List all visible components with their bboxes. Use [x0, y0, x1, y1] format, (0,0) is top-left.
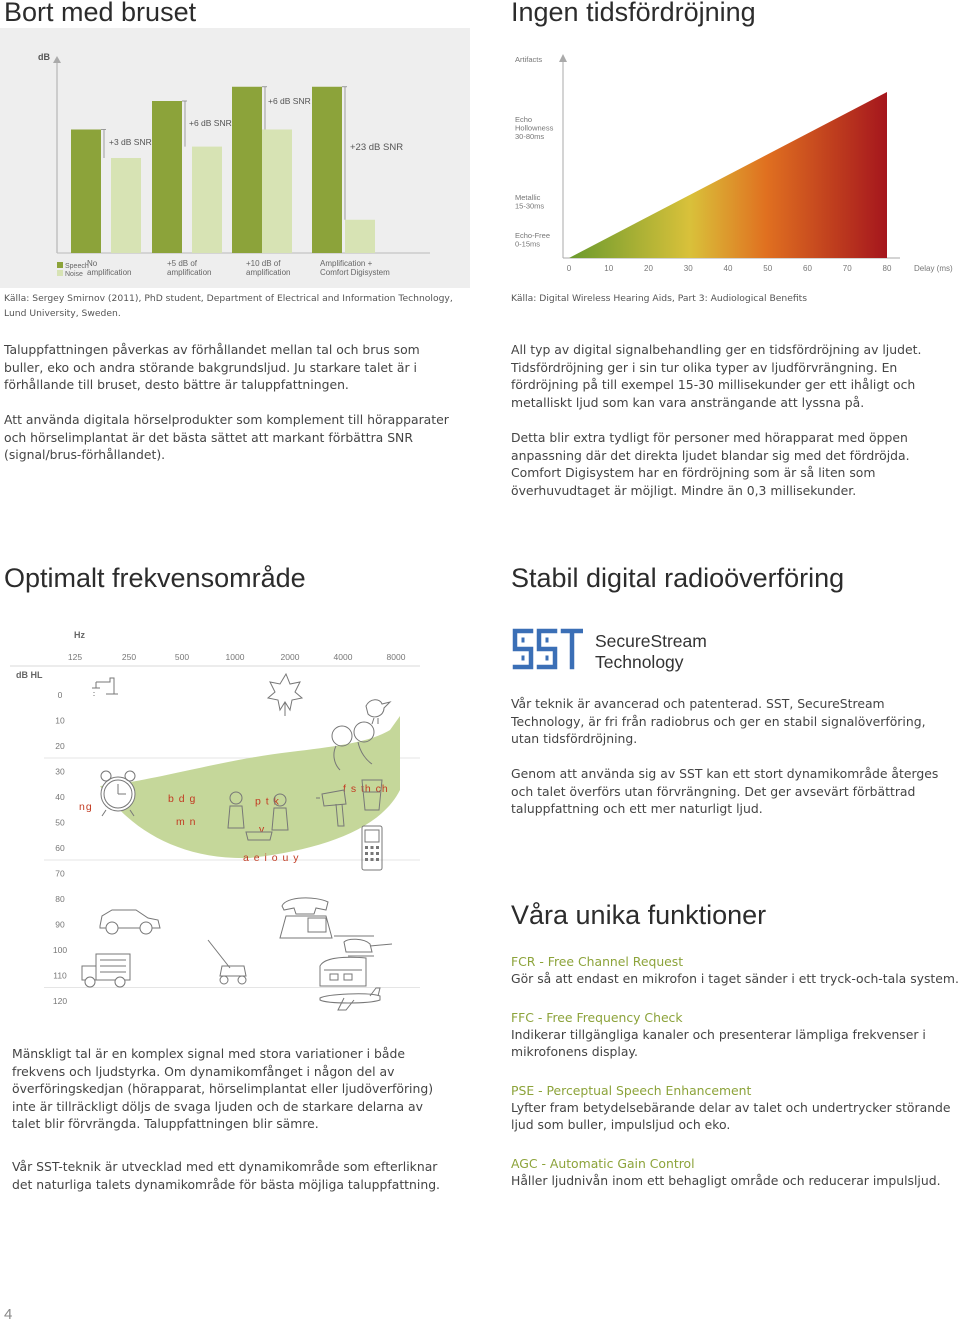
source-ingen: Källa: Digital Wireless Hearing Aids, Part 3: Audiological Benefits: [511, 293, 808, 304]
x-tick-label: 80: [882, 264, 892, 273]
x-tick-label: 2000: [280, 652, 300, 662]
legend-speech: Speech: [65, 263, 89, 270]
y-axis-label: dB HL: [16, 670, 43, 680]
x-tick-label: 8000: [386, 652, 406, 662]
audiogram-chart: [0, 620, 470, 1015]
speech-bar: [152, 101, 182, 253]
feature-ffc: [511, 1009, 959, 1061]
feature-fcr: [511, 953, 959, 988]
y-tick-label: 120: [52, 996, 68, 1006]
y-level-label: Metallic: [515, 193, 541, 202]
category-label: +10 dB of: [246, 259, 281, 268]
category-label: amplification: [87, 268, 132, 277]
feature-description: Lyfter fram betydelsebärande delar av talet och undertrycker störande ljud som buller, impulsljud och eko.: [511, 1099, 951, 1132]
category-label: amplification: [246, 268, 291, 277]
source-bort: Källa: Sergey Smirnov (2011), PhD student, Department of Electrical and Information Technology, Lund University, Sweden.: [4, 293, 453, 319]
paragraph-bort-1: Taluppfattningen påverkas av förhållandet mellan tal och brus som buller, eko och andra störande bakgrundsljud. Ju starkare talet är i förhållande till bruset, desto bättre är taluppfattningen.: [4, 342, 420, 392]
y-tick-label: 60: [55, 843, 65, 853]
y-level-label: Artifacts: [515, 55, 543, 64]
y-tick-label: 10: [55, 715, 65, 726]
category-label: Comfort Digisystem: [320, 268, 390, 277]
phoneme-label: f s th ch: [343, 782, 389, 795]
y-level-label: 30-80ms: [515, 132, 545, 141]
sst-logo: [511, 627, 811, 677]
y-tick-label: 40: [55, 792, 65, 802]
snr-label: +6 dB SNR: [268, 96, 311, 106]
lawnmower-icon: [208, 940, 246, 984]
x-axis-label: Hz: [74, 630, 85, 640]
x-tick-label: 125: [67, 652, 83, 662]
paragraph-bort-2: Att använda digitala hörselprodukter som komplement till hörapparater och hörselimplantat är det bästa sättet att markant förbättra SNR (signal/brus-förhållandet).: [4, 412, 449, 462]
speech-bar: [312, 87, 342, 253]
feature-heading: AGC - Automatic Gain Control: [511, 1155, 695, 1171]
feature-description: Håller ljudnivån inom ett behagligt område och reducerar impulsljud.: [511, 1172, 941, 1188]
x-tick-label: 50: [763, 264, 773, 273]
phoneme-label: m n: [176, 816, 197, 829]
car-icon: [100, 910, 160, 934]
section-title-stabil: Stabil digital radioöverföring: [511, 563, 845, 593]
y-tick-label: 50: [55, 817, 65, 828]
phoneme-label: b d g: [168, 793, 197, 806]
x-tick-label: 20: [644, 264, 653, 273]
x-axis-label: Delay (ms): [914, 264, 953, 273]
x-tick-label: 0: [566, 264, 572, 273]
telephone-icon: [280, 898, 332, 938]
y-level-label: Echo: [515, 115, 533, 124]
features-list: [511, 953, 959, 1189]
noise-bar: [262, 130, 292, 254]
y-level-label: Echo-Free: [515, 231, 551, 240]
phoneme-label: a e i o u y: [243, 851, 300, 864]
feature-description: Indikerar tillgängliga kanaler och presenterar lämpliga frekvenser i mikrofonens display.: [511, 1026, 926, 1059]
y-tick-label: 80: [55, 894, 65, 904]
phone-icon: [362, 826, 382, 870]
feature-heading: FCR - Free Channel Request: [511, 954, 684, 969]
x-tick-label: 30: [683, 264, 693, 273]
x-tick-label: 250: [121, 652, 137, 662]
paragraph-ingen-2: Detta blir extra tydligt för personer med hörapparat med öppen anpassning där det direkta ljudet blandar sig med det fördröjda. Comfort Digisystem har en fördröjning som är så liten som överhuvudtaget är möjligt. Mindre än 0,3 millisekunder.: [511, 430, 910, 498]
x-tick-label: 4000: [333, 652, 353, 662]
feature-agc: [511, 1155, 959, 1190]
category-label: amplification: [167, 268, 212, 277]
legend-swatch-noise: [57, 270, 63, 276]
paragraph-optimalt-2: Vår SST-teknik är utvecklad med ett dynamikområde som efterliknar det naturliga talets dynamikområde för bästa möjliga taluppfattning.: [12, 1159, 440, 1192]
speech-bar: [71, 130, 101, 254]
phoneme-label: p t k: [255, 795, 280, 808]
phoneme-label: ng: [79, 800, 93, 813]
category-label: No: [87, 259, 98, 268]
noise-bar: [345, 220, 375, 253]
x-tick-label: 1000: [225, 652, 245, 662]
page-number: 4: [4, 1306, 13, 1323]
delay-chart: [500, 40, 960, 280]
y-tick-label: 30: [55, 766, 65, 777]
category-label: +5 dB of: [167, 259, 198, 268]
section-title-optimalt: Optimalt frekvensområde: [4, 563, 306, 593]
section-title-unika: Våra unika funktioner: [511, 900, 767, 930]
snr-label: +23 dB SNR: [350, 142, 404, 153]
x-tick-label: 10: [604, 264, 614, 273]
delay-area: [569, 92, 887, 258]
feature-heading: FFC - Free Frequency Check: [511, 1009, 683, 1025]
y-level-label: 15-30ms: [515, 201, 545, 211]
y-tick-label: 110: [53, 970, 67, 981]
sst-logo-line1: SecureStream: [595, 631, 707, 651]
faucet-icon: [92, 678, 118, 698]
snr-label: +3 dB SNR: [109, 137, 152, 147]
feature-pse: [511, 1082, 959, 1134]
truck-icon: [82, 954, 130, 987]
phoneme-label: v: [259, 823, 266, 836]
noise-bar: [192, 147, 222, 253]
speech-bar: [232, 87, 262, 253]
sst-logo-mark: [511, 627, 583, 671]
x-tick-label: 70: [842, 264, 852, 273]
legend-swatch-speech: [57, 262, 63, 268]
y-tick-label: 20: [55, 741, 65, 751]
y-tick-label: 90: [55, 919, 65, 930]
y-axis-arrow: [559, 54, 567, 62]
noise-bar: [111, 158, 141, 253]
feature-heading: PSE - Perceptual Speech Enhancement: [511, 1082, 752, 1098]
airplane-icon: [320, 988, 380, 1010]
snr-bar-chart: [0, 28, 470, 288]
x-tick-label: 40: [723, 264, 733, 273]
section-title-bort: Bort med bruset: [4, 0, 197, 27]
y-level-label: 0-15ms: [515, 239, 541, 249]
y-tick-label: 70: [55, 868, 65, 879]
category-label: Amplification +: [320, 259, 373, 268]
snr-label: +6 dB SNR: [189, 118, 232, 128]
y-tick-label: 0: [57, 690, 63, 700]
leaf-icon: [268, 674, 302, 716]
paragraph-optimalt-1: Mänskligt tal är en komplex signal med stora variationer i både frekvens och ljudstyrka. Om dynamikomfånget i någon del av överföringskedjan (hörapparat, hörselimplantat eller ljudöverföring) inte är tillräckligt döljs de svaga ljuden och de starkare delarna av talet blir förvrängda. Taluppfattningen blir sämre.: [12, 1046, 434, 1131]
x-tick-label: 500: [174, 652, 190, 662]
sst-logo-line2: Technology: [595, 652, 684, 672]
paragraph-stabil-2: Genom att använda sig av SST kan ett stort dynamikområde återges och talet överförs utan förvrängning. Det ger avsevärt förbättrad taluppfattning och ett mer naturligt ljud.: [511, 766, 939, 816]
legend-noise: Noise: [65, 271, 83, 278]
y-tick-label: 100: [52, 945, 68, 955]
helicopter-icon: [334, 936, 392, 956]
section-title-ingen: Ingen tidsfördröjning: [511, 0, 756, 27]
train-icon: [320, 957, 366, 986]
bird-icon: [366, 700, 390, 724]
feature-description: Gör så att endast en mikrofon i taget sänder i ett tryck-och-tala system.: [511, 971, 959, 986]
y-axis-label: dB: [38, 52, 50, 62]
paragraph-stabil-1: Vår teknik är avancerad och patenterad. SST, SecureStream Technology, är fri från radiobrus och ger en stabil signalöverföring, utan tidsfördröjning.: [511, 696, 926, 746]
x-tick-label: 60: [803, 264, 812, 273]
paragraph-ingen-1: All typ av digital signalbehandling ger en tidsfördröjning av ljudet. Tidsfördröjning ger i sin tur olika typer av ljudförvrängning. En fördröjning på till exempel 15-30 millisekunder ger ett ihåligt och metalliskt ljud som kan vara ansträngande att lyssna på.: [511, 342, 922, 410]
y-level-label: Hollowness: [515, 123, 554, 133]
